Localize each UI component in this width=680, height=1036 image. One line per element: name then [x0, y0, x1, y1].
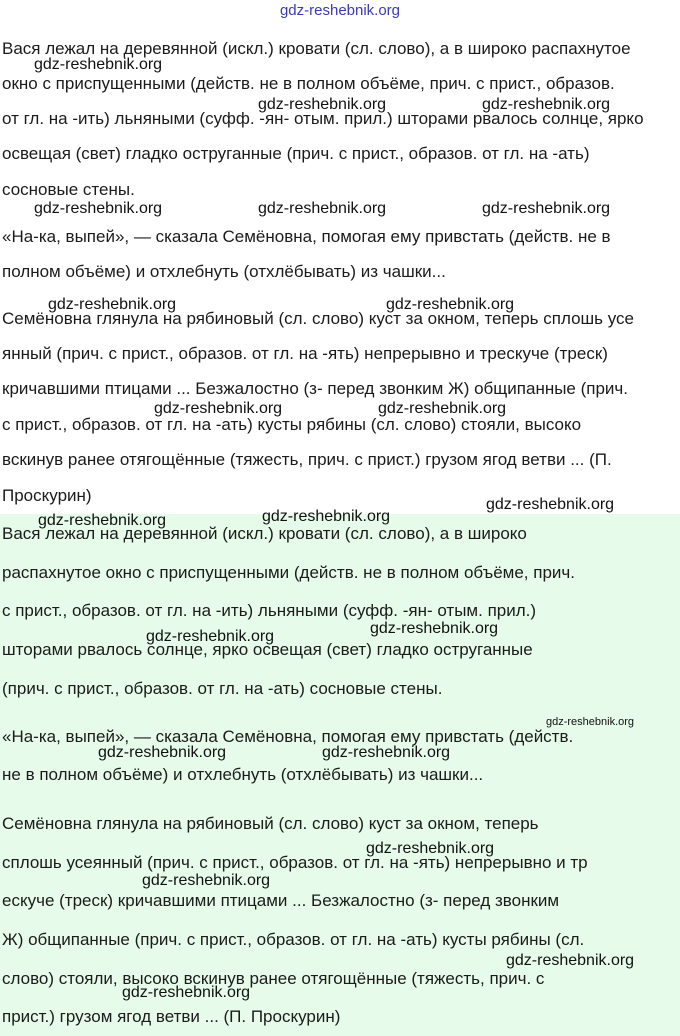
text-line: Вася лежал на деревянной (искл.) кровати (сл. слово), а в широко распахнутое [2, 39, 631, 58]
watermark: gdz-reshebnik.org [98, 744, 227, 761]
text-line: Семёновна глянула на рябиновый (сл. слово) куст за окном, теперь сплошь усе [2, 309, 635, 328]
watermark: gdz-reshebnik.org [258, 96, 387, 113]
site-watermark-top: gdz-reshebnik.org [279, 2, 401, 19]
text-line: с прист., образов. от гл. на -ать) кусты рябины (сл. слово) стояли, высоко [2, 415, 582, 434]
watermark: gdz-reshebnik.org [378, 400, 507, 417]
watermark: gdz-reshebnik.org [482, 200, 611, 217]
text-line: Семёновна глянула на рябиновый (сл. слово) куст за окном, теперь [2, 814, 539, 833]
text-line: распахнутое окно с приспущенными (действ. не в полном объёме, прич. [2, 563, 575, 582]
text-line: с прист., образов. от гл. на -ить) льняными (суфф. -ян- отым. прил.) [2, 601, 537, 620]
watermark: gdz-reshebnik.org [122, 984, 251, 1001]
watermark: gdz-reshebnik.org [506, 952, 635, 969]
watermark: gdz-reshebnik.org [546, 716, 635, 728]
watermark: gdz-reshebnik.org [48, 296, 177, 313]
text-line: «На-ка, выпей», — сказала Семёновна, помогая ему привстать (действ. не в [2, 227, 611, 246]
text-line: Проскурин) [2, 486, 92, 505]
text-line: освещая (свет) гладко оструганные (прич. с прист., образов. от гл. на -ать) [2, 144, 590, 163]
text-line: окно с приспущенными (действ. не в полном объёме, прич. с прист., образов. [2, 74, 615, 93]
watermark: gdz-reshebnik.org [386, 296, 515, 313]
text-line: вскинув ранее отягощённые (тяжесть, прич. с прист.) грузом ягод ветви ... (П. [2, 450, 612, 469]
text-line: кричавшими птицами ... Безжалостно (з- перед звонким Ж) общипанные (прич. [2, 379, 629, 398]
watermark: gdz-reshebnik.org [142, 872, 271, 889]
watermark: gdz-reshebnik.org [146, 628, 275, 645]
watermark: gdz-reshebnik.org [482, 96, 611, 113]
watermark: gdz-reshebnik.org [322, 744, 451, 761]
text-line: сплошь усеянный (прич. с прист., образов. от гл. на -ять) непрерывно и тр [2, 853, 588, 872]
watermark: gdz-reshebnik.org [34, 200, 163, 217]
watermark: gdz-reshebnik.org [38, 512, 167, 529]
watermark: gdz-reshebnik.org [258, 200, 387, 217]
watermark: gdz-reshebnik.org [366, 840, 495, 857]
text-line: сосновые стены. [2, 180, 135, 199]
text-line: (прич. с прист., образов. от гл. на -ать) сосновые стены. [2, 679, 443, 698]
text-line: янный (прич. с прист., образов. от гл. на -ять) непрерывно и трескуче (треск) [2, 344, 608, 363]
text-line: не в полном объёме) и отхлебнуть (отхлёбывать) из чашки... [2, 765, 484, 784]
text-line: полном объёме) и отхлебнуть (отхлёбывать) из чашки... [2, 262, 446, 281]
text-line: от гл. на -ить) льняными (суфф. -ян- отым. прил.) шторами рвалось солнце, ярко [2, 109, 644, 128]
watermark: gdz-reshebnik.org [370, 620, 499, 637]
watermark: gdz-reshebnik.org [154, 400, 283, 417]
watermark: gdz-reshebnik.org [486, 496, 615, 513]
text-line: шторами рвалось солнце, ярко освещая (свет) гладко оструганные [2, 640, 533, 659]
text-line: прист.) грузом ягод ветви ... (П. Проскурин) [2, 1007, 341, 1026]
watermark: gdz-reshebnik.org [34, 56, 163, 73]
text-line: слово) стояли, высоко вскинув ранее отягощённые (тяжесть, прич. с [2, 969, 545, 988]
text-line: Ж) общипанные (прич. с прист., образов. от гл. на -ать) кусты рябины (сл. [2, 930, 585, 949]
text-line: «На-ка, выпей», — сказала Семёновна, помогая ему привстать (действ. [2, 727, 574, 746]
text-line: Вася лежал на деревянной (искл.) кровати (сл. слово), а в широко [2, 524, 527, 543]
text-line: ескуче (треск) кричавшими птицами ... Безжалостно (з- перед звонким [2, 891, 560, 910]
watermark: gdz-reshebnik.org [262, 508, 391, 525]
